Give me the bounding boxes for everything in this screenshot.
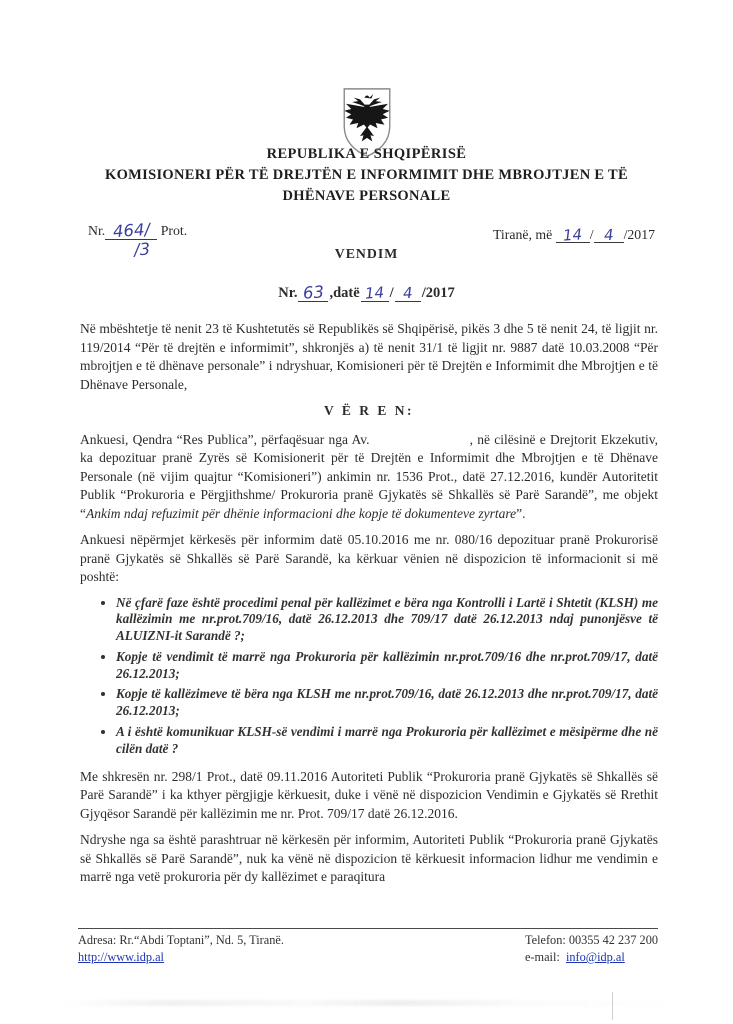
- website-link[interactable]: http://www.idp.al: [78, 950, 164, 964]
- footer-address: Adresa: Rr.“Abdi Toptani”, Nd. 5, Tiranë.: [78, 933, 284, 947]
- protocol-nr-sub-handwritten: /3: [133, 238, 151, 260]
- paragraph-authority-reply: Me shkresën nr. 298/1 Prot., datë 09.11.2016 Autoriteti Publik “Prokuroria pranë Gjykatës së Shkallës së Parë Sarandë” i ka kthyer përgjigje kërkuesit, duke i vënë në dispozicion Vendimin e Gjykatës së Rrethit Gjyqësor Sarandë për kallëzimin me nr. Prot. 709/17 datë 26.12.2016.: [80, 768, 658, 821]
- institution-title: KOMISIONERI PËR TË DREJTËN E INFORMIMIT DHE MBROJTJEN E TË DHËNAVE PERSONALE: [105, 167, 628, 204]
- date-year: /2017: [623, 227, 655, 242]
- decision-day-slot: [361, 285, 389, 302]
- veren-heading: V Ë R E N:: [323, 403, 414, 418]
- protocol-nr-slot: [105, 219, 157, 242]
- footer: [78, 928, 658, 966]
- list-item: • A i është komunikuar KLSH-së vendimi i marrë nga Prokuroria për kallëzimet e mësipërme dhe në cilën datë ?: [116, 724, 658, 758]
- place-label: Tiranë, më: [492, 227, 553, 242]
- list-item: • Kopje të vendimit të marrë nga Prokuroria për kallëzimin nr.prot.709/16 dhe nr.prot.709/17, datë 26.12.2013;: [116, 649, 658, 683]
- decision-month-handwritten: 4: [402, 283, 414, 303]
- paragraph-legal-basis: Në mbështetje të nenit 23 të Kushtetutës së Republikës së Shqipërisë, pikës 3 dhe 5 të nenit 24, të ligjit nr. 119/2014 “Për të drejtën e informimit”, shkronjës a) të nenit 31/1 të ligjit nr. 9887 datë 10.03.2008 “Për mbrojtjen e të dhënave personale” i ndryshuar, Komisioneri për të Drejtën e Informimit dhe Mbrojtjen e të Dhënave Personale,: [80, 321, 658, 392]
- decision-number-slot: [298, 284, 328, 302]
- decision-date-label: ,datë: [329, 285, 360, 301]
- footer-phone: Telefon: 00355 42 237 200: [524, 933, 658, 947]
- decision-number-handwritten: 63: [302, 282, 325, 303]
- decision-title: VENDIM: [334, 246, 399, 261]
- scan-line-artifact: [612, 992, 613, 1020]
- scan-smudge-artifact: [60, 1000, 673, 1006]
- protocol-prot-label: Prot.: [160, 223, 188, 238]
- decision-day-handwritten: 14: [364, 283, 385, 303]
- date-day-handwritten: 14: [562, 225, 583, 245]
- decision-month-slot: [395, 285, 421, 302]
- date-month-slot: [594, 227, 624, 243]
- paragraph-complaint: [80, 431, 658, 524]
- date-day-slot: [556, 227, 590, 243]
- list-item: • Kopje të kallëzimeve të bëra nga KLSH me nr.prot.709/16, datë 26.12.2013 dhe nr.prot.709/17, datë 26.12.2013;: [116, 686, 658, 720]
- date-slash: /: [589, 227, 594, 242]
- paragraph-discrepancy: Ndryshe nga sa është parashtruar në kërkesën për informim, Autoriteti Publik “Prokuroria pranë Gjykatës së Shkallës së Parë Sarandë”, nuk ka vënë në dispozicion të kërkuesit informacion lidhur me vendimin e marrë nga vetë prokuroria për dy kallëzimet e paraqitura: [80, 832, 658, 885]
- place-date-block: [493, 227, 655, 243]
- email-link[interactable]: info@idp.al: [565, 950, 625, 964]
- protocol-nr-handwritten: 464/: [112, 219, 151, 242]
- paragraph-complaint-end: ”.: [516, 505, 526, 521]
- protocol-nr-label: Nr.: [88, 223, 106, 238]
- decision-slash: /: [389, 285, 394, 301]
- paragraph-complaint-text-2: , në cilësinë e Drejtorit Ekzekutiv, ka depozituar pranë Zyrës së Komisionerit për të Drejtën e Informimit dhe Mbrojtjen e të Dhënave Personale (në vijim quajtur “Komisioneri”) ankimin nr. 1536 Prot., datë 27.12.2016, kundër Autoritetit Publik “Prokuroria e Përgjithshme/ Prokuroria pranë Gjykatës së Shkallës së Parë Sarandë”, me objekt “: [80, 431, 658, 521]
- document-body: [80, 320, 658, 895]
- requested-information-list: [80, 595, 658, 758]
- date-month-handwritten: 4: [603, 225, 614, 245]
- paragraph-request: Ankuesi nëpërmjet kërkesës për informim datë 05.10.2016 me nr. 080/16 depozituar pranë Prokurorisë pranë Gjykatës së Shkallës së Parë Sarandë, ka kërkuar vënien në dispozicion të informacionit si më poshtë:: [80, 532, 658, 584]
- decision-nr-label: Nr.: [278, 285, 298, 301]
- footer-right-column: [525, 932, 658, 966]
- decision-year: /2017: [421, 285, 455, 301]
- complaint-object-italic: Ankim ndaj refuzimit për dhënie informacioni dhe kopje të dokumenteve zyrtare: [86, 505, 517, 521]
- footer-left-column: [78, 932, 284, 966]
- list-item: • Në çfarë faze është procedimi penal për kallëzimet e bëra nga Kontrolli i Lartë i Shtetit (KLSH) me kallëzimin me nr.prot.709/16, datë 26.12.2013 dhe 709/17 datë 26.12.2013 ndaj punonjësve të ALUIZNI-it Sarandë ?;: [116, 595, 658, 645]
- paragraph-complaint-text: Ankuesi, Qendra “Res Publica”, përfaqësuar nga Av.: [80, 431, 370, 447]
- email-label: e-mail:: [524, 950, 560, 964]
- republic-title: REPUBLIKA E SHQIPËRISË: [266, 146, 467, 162]
- decision-number-line: [0, 284, 733, 302]
- document-header: [0, 146, 733, 207]
